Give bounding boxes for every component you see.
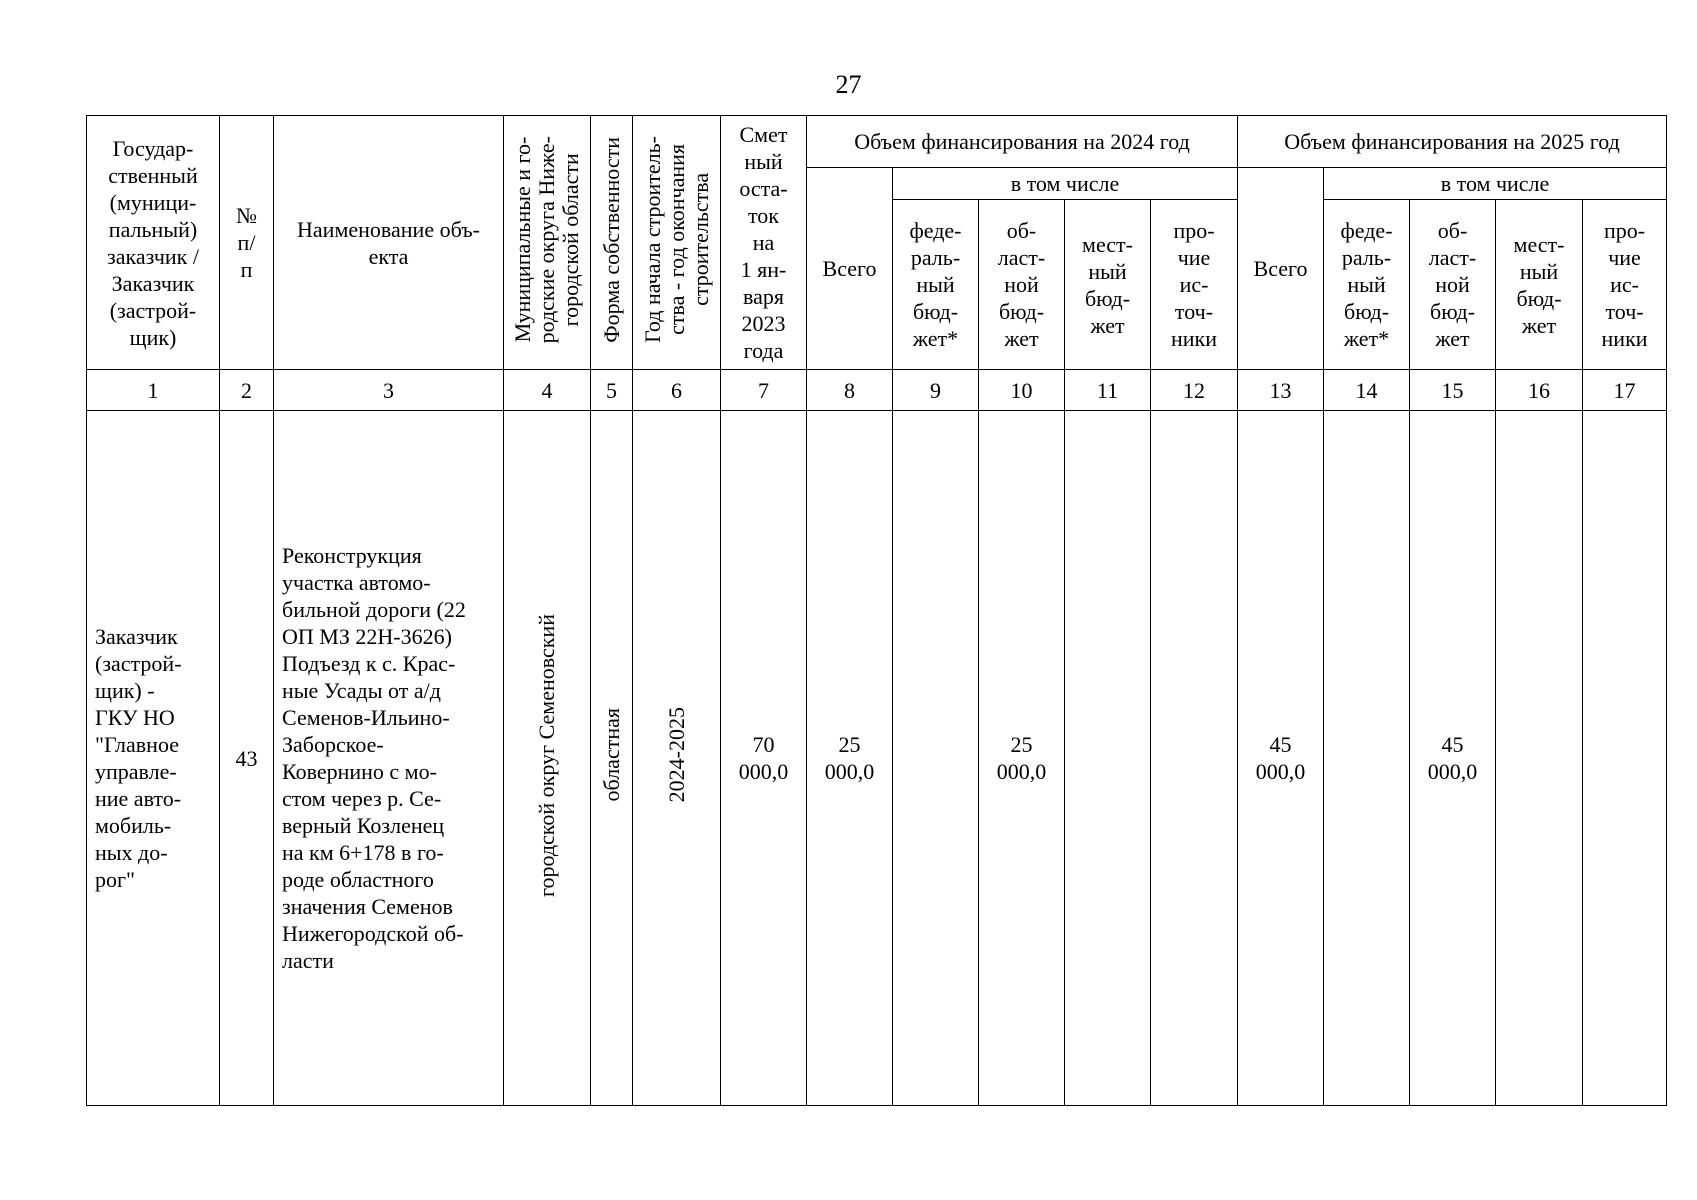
row-total-2024: 25 000,0 (807, 411, 893, 1106)
header-fin-2025: Объем финансирования на 2025 год (1238, 116, 1667, 168)
column-number: 12 (1151, 370, 1238, 411)
row-years-text: 2024-2025 (663, 707, 689, 803)
column-number: 9 (893, 370, 979, 411)
column-number: 2 (220, 370, 274, 411)
financing-table (86, 115, 1667, 1106)
header-object-name: Наименование объ- екта (274, 116, 504, 370)
page-number: 27 (835, 70, 862, 99)
column-number: 5 (591, 370, 633, 411)
column-number: 10 (979, 370, 1065, 411)
header-local-2024: мест- ный бюд- жет (1065, 200, 1151, 370)
column-number: 3 (274, 370, 504, 411)
column-number-row (87, 370, 1667, 411)
row-estimate: 70 000,0 (721, 411, 807, 1106)
row-object-name: Реконструкция участка автомо- бильной дороги (22 ОП МЗ 22Н-3626) Подъезд к с. Крас- ные Усады от а/д Семенов-Ильино- Заборское- Ковернино с мо- стом через р. Се- верный Козленец на км 6+178 в го- роде областного значения Семенов Нижегородской об- ласти (274, 411, 504, 1106)
column-number: 17 (1583, 370, 1667, 411)
row-municipal-text: городской округ Семеновский (534, 613, 559, 897)
header-local-2025: мест- ный бюд- жет (1496, 200, 1583, 370)
column-number: 4 (504, 370, 591, 411)
header-total-2025: Всего (1238, 168, 1324, 370)
row-regional-2024: 25 000,0 (979, 411, 1065, 1106)
header-federal-2024: феде- раль- ный бюд- жет* (893, 200, 979, 370)
header-row-1 (87, 116, 1667, 168)
column-number: 1 (87, 370, 220, 411)
header-including-2025: в том числе (1324, 168, 1667, 200)
header-number: № п/ п (220, 116, 274, 370)
column-number: 16 (1496, 370, 1583, 411)
header-regional-2024: об- ласт- ной бюд- жет (979, 200, 1065, 370)
header-years-text: Год начала строитель- ства - год окончания строительства (639, 136, 713, 343)
table-row (87, 411, 1667, 1106)
header-municipal-text: Муниципальные и го- родские округа Ниже- городской области (510, 135, 583, 344)
column-number: 14 (1324, 370, 1410, 411)
row-local-2025 (1496, 411, 1583, 1106)
row-federal-2024 (893, 411, 979, 1106)
column-number: 7 (721, 370, 807, 411)
header-total-2024: Всего (807, 168, 893, 370)
row-other-2024 (1151, 411, 1238, 1106)
header-customer: Государ- ственный (муници- пальный) заказчик / Заказчик (застрой- щик) (87, 116, 220, 370)
row-other-2025 (1583, 411, 1667, 1106)
row-customer: Заказчик (застрой- щик) - ГКУ НО "Главное управле- ние авто- мобиль- ных до- рог" (87, 411, 220, 1106)
column-number: 11 (1065, 370, 1151, 411)
header-estimate: Смет ный оста- ток на 1 ян- варя 2023 года (721, 116, 807, 370)
header-regional-2025: об- ласт- ной бюд- жет (1410, 200, 1496, 370)
row-federal-2025 (1324, 411, 1410, 1106)
header-fin-2024: Объем финансирования на 2024 год (807, 116, 1238, 168)
row-ownership-text: областная (598, 708, 624, 802)
row-number: 43 (220, 411, 274, 1106)
row-regional-2025: 45 000,0 (1410, 411, 1496, 1106)
header-federal-2025: феде- раль- ный бюд- жет* (1324, 200, 1410, 370)
header-years (633, 116, 721, 370)
row-ownership (591, 411, 633, 1106)
column-number: 6 (633, 370, 721, 411)
column-number: 8 (807, 370, 893, 411)
header-including-2024: в том числе (893, 168, 1238, 200)
row-municipal (504, 411, 591, 1106)
column-number: 15 (1410, 370, 1496, 411)
column-number: 13 (1238, 370, 1324, 411)
header-municipal (504, 116, 591, 370)
row-years (633, 411, 721, 1106)
header-ownership-text: Форма собственности (598, 136, 624, 343)
row-local-2024 (1065, 411, 1151, 1106)
header-other-2025: про- чие ис- точ- ники (1583, 200, 1667, 370)
row-total-2025: 45 000,0 (1238, 411, 1324, 1106)
header-ownership (591, 116, 633, 370)
header-other-2024: про- чие ис- точ- ники (1151, 200, 1238, 370)
